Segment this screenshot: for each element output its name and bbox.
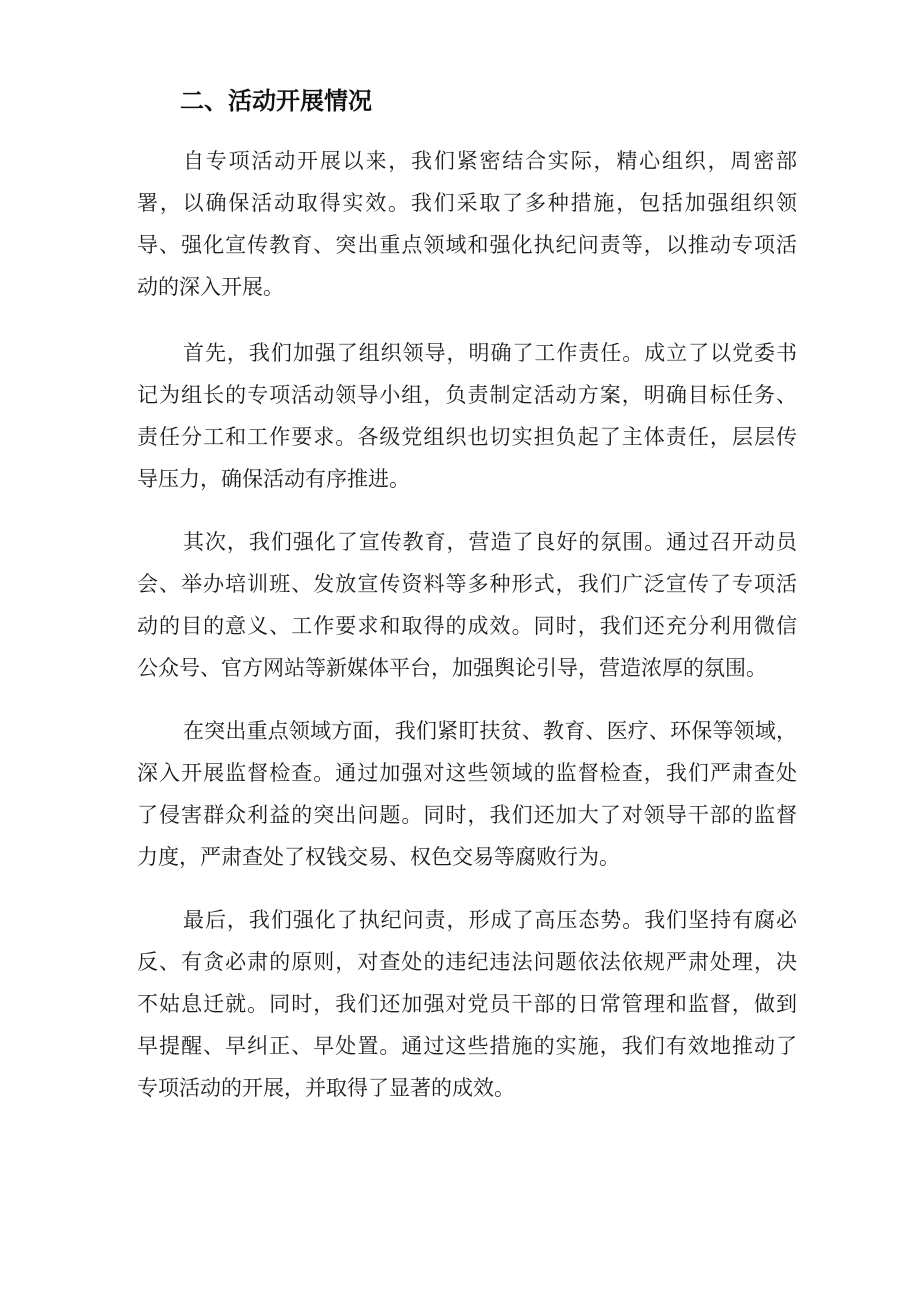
paragraph-line: 署，以确保活动取得实效。我们采取了多种措施，包括加强组织领 xyxy=(137,191,797,215)
section-heading: 二、活动开展情况 xyxy=(180,87,372,115)
paragraph-line: 不姑息迁就。同时，我们还加强对党员干部的日常管理和监督，做到 xyxy=(137,992,797,1016)
paragraph-line: 专项活动的开展，并取得了显著的成效。 xyxy=(137,1076,515,1100)
paragraph-line: 其次，我们强化了宣传教育，营造了良好的氛围。通过召开动员 xyxy=(183,530,797,554)
paragraph-line: 动的目的意义、工作要求和取得的成效。同时，我们还充分利用微信 xyxy=(137,614,797,638)
paragraph-intro xyxy=(137,140,797,308)
paragraph-line: 深入开展监督检查。通过加强对这些领域的监督检查，我们严肃查处 xyxy=(137,761,797,785)
paragraph-line: 在突出重点领域方面，我们紧盯扶贫、教育、医疗、环保等领域， xyxy=(183,719,797,743)
paragraph-line: 动的深入开展。 xyxy=(137,275,284,299)
paragraph-line: 早提醒、早纠正、早处置。通过这些措施的实施，我们有效地推动了 xyxy=(137,1034,797,1058)
paragraph-line: 反、有贪必肃的原则，对查处的违纪违法问题依法依规严肃处理，决 xyxy=(137,950,797,974)
paragraph-line: 力度，严肃查处了权钱交易、权色交易等腐败行为。 xyxy=(137,845,620,869)
paragraph-line: 首先，我们加强了组织领导，明确了工作责任。成立了以党委书 xyxy=(183,341,797,365)
paragraph-line: 自专项活动开展以来，我们紧密结合实际，精心组织，周密部 xyxy=(183,149,797,173)
paragraph-first xyxy=(137,332,797,500)
paragraph-last xyxy=(137,899,797,1109)
paragraph-line: 责任分工和工作要求。各级党组织也切实担负起了主体责任，层层传 xyxy=(137,425,797,449)
paragraph-line: 导、强化宣传教育、突出重点领域和强化执纪问责等，以推动专项活 xyxy=(137,233,797,257)
paragraph-line: 最后，我们强化了执纪问责，形成了高压态势。我们坚持有腐必 xyxy=(183,908,797,932)
paragraph-line: 公众号、官方网站等新媒体平台，加强舆论引导，营造浓厚的氛围。 xyxy=(137,656,767,680)
paragraph-third xyxy=(137,710,797,878)
paragraph-line: 了侵害群众利益的突出问题。同时，我们还加大了对领导干部的监督 xyxy=(137,803,797,827)
paragraph-line: 记为组长的专项活动领导小组，负责制定活动方案，明确目标任务、 xyxy=(137,383,797,407)
paragraph-second xyxy=(137,521,797,689)
paragraph-line: 会、举办培训班、发放宣传资料等多种形式，我们广泛宣传了专项活 xyxy=(137,572,797,596)
paragraph-line: 导压力，确保活动有序推进。 xyxy=(137,467,410,491)
